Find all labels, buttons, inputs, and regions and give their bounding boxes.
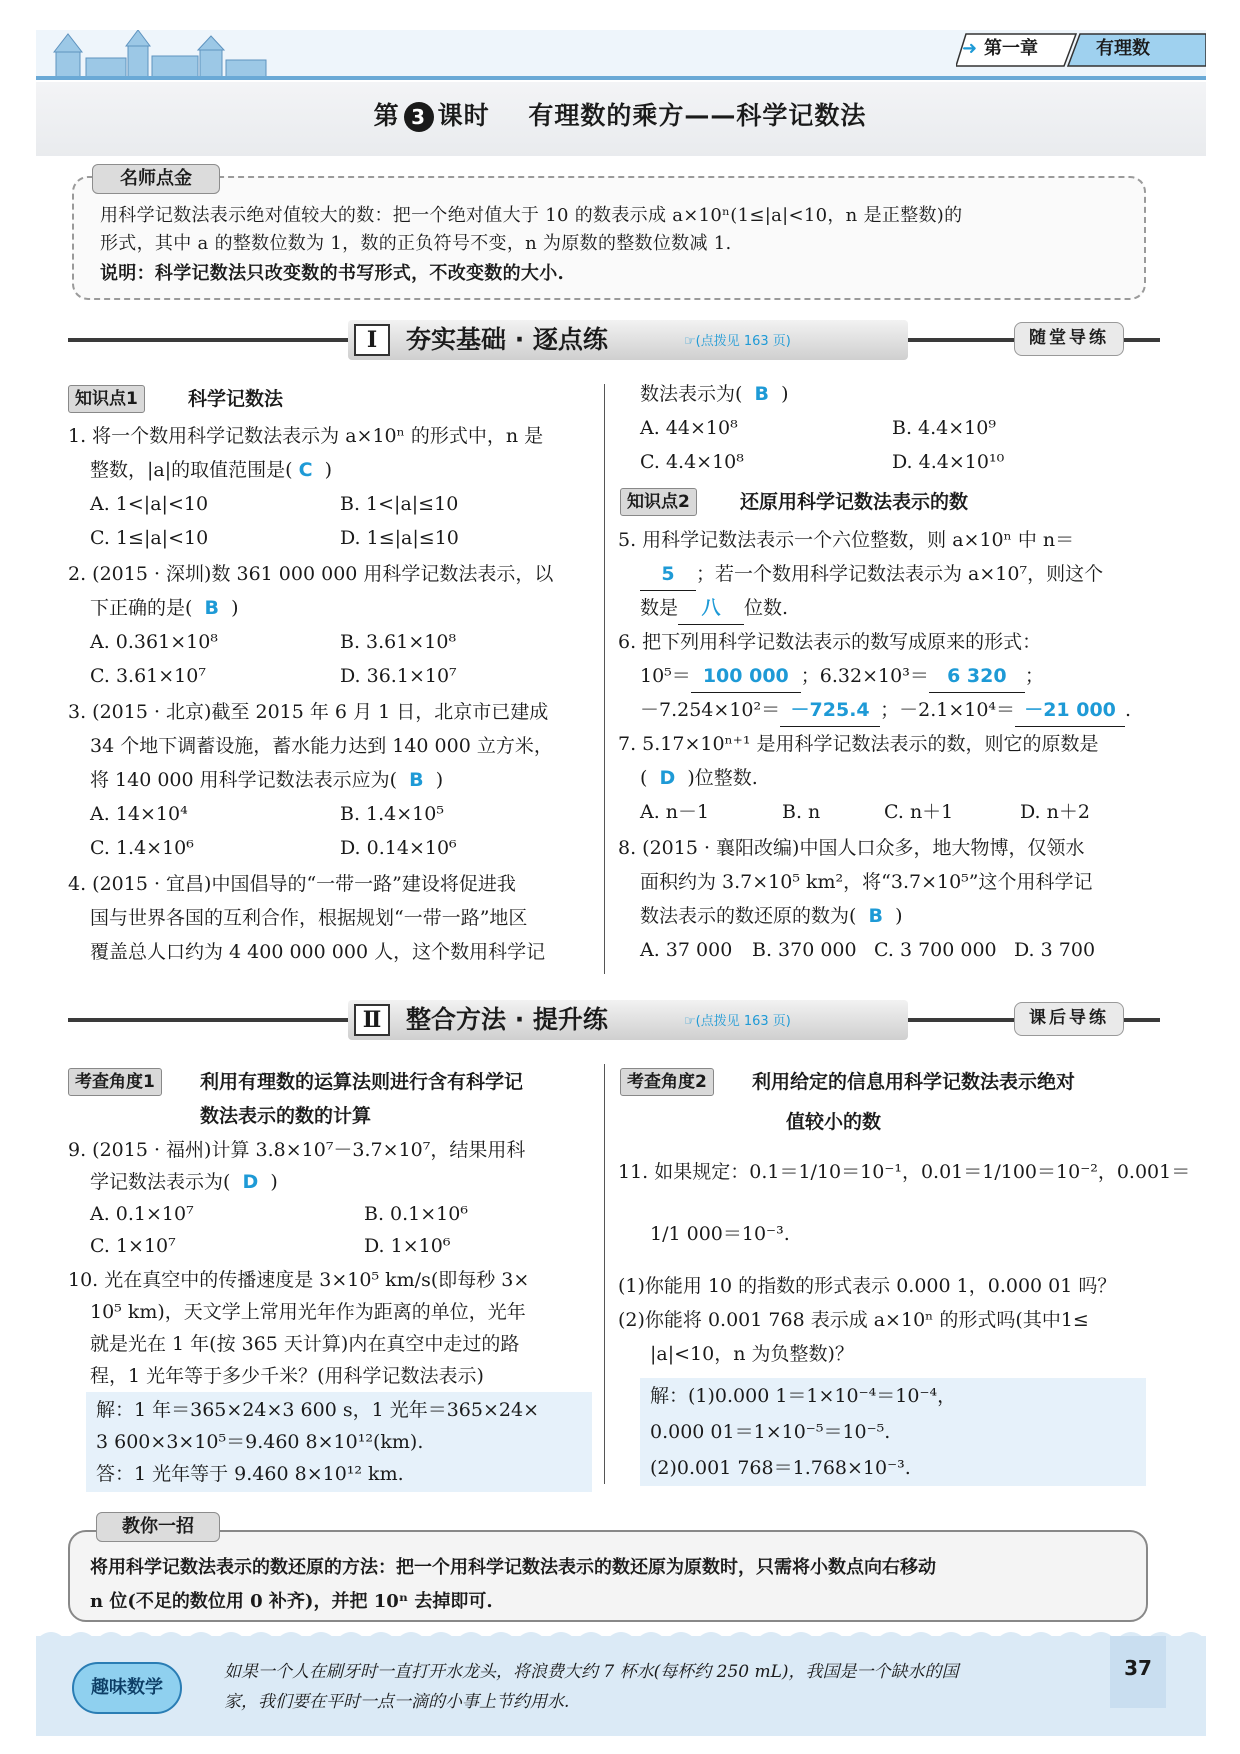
q9-line1: 9. (2015 · 福州)计算 3.8×10⁷－3.7×10⁷，结果用科 bbox=[68, 1139, 526, 1161]
teach-line2: n 位(不足的数位用 0 补齐)，并把 10ⁿ 去掉即可. bbox=[90, 1591, 493, 1612]
q11-line2: 1/1 000＝10⁻³. bbox=[650, 1223, 790, 1245]
lesson-title bbox=[0, 96, 1240, 132]
q5-line3: 数是 八 位数. bbox=[640, 592, 788, 625]
section1-title: 夯实基础 · 逐点练 bbox=[406, 325, 608, 354]
q8-option-d: D. 3 700 bbox=[1014, 939, 1096, 961]
q9-answer: D bbox=[242, 1171, 259, 1193]
q7-line1: 7. 5.17×10ⁿ⁺¹ 是用科学记数法表示的数，则它的原数是 bbox=[618, 733, 1099, 755]
chapter-indicator bbox=[956, 32, 1206, 68]
q4-answer: B bbox=[754, 383, 769, 405]
q3-option-c: C. 1.4×10⁶ bbox=[90, 837, 194, 859]
chapter-label: 第一章 bbox=[984, 38, 1038, 59]
q11-solution-line2: 0.000 01＝1×10⁻⁵＝10⁻⁵. bbox=[650, 1421, 891, 1443]
angle1-title-line1: 利用有理数的运算法则进行含有科学记 bbox=[200, 1071, 524, 1093]
q3-line3: 将 140 000 用科学记数法表示应为( B ) bbox=[90, 769, 444, 791]
q6-answer1: 100 000 bbox=[691, 660, 801, 693]
q1-option-d: D. 1≤|a|≤10 bbox=[340, 527, 459, 549]
q2-option-a: A. 0.361×10⁸ bbox=[90, 631, 218, 653]
teach-tip-label: 教你一招 bbox=[96, 1512, 220, 1542]
q1-line1: 1. 将一个数用科学记数法表示为 a×10ⁿ 的形式中，n 是 bbox=[68, 425, 544, 447]
q4-option-a: A. 44×10⁸ bbox=[640, 417, 738, 439]
q4-line4: 数法表示为( B ) bbox=[640, 383, 789, 405]
q1-answer: C bbox=[298, 459, 313, 481]
q8-option-a: A. 37 000 bbox=[640, 939, 733, 961]
q2-line1: 2. (2015 · 深圳)数 361 000 000 用科学记数法表示，以 bbox=[68, 563, 554, 585]
q10-line2: 10⁵ km)，天文学上常用光年作为距离的单位，光年 bbox=[90, 1301, 526, 1323]
q11-solution-line3: (2)0.001 768＝1.768×10⁻³. bbox=[650, 1457, 911, 1479]
section1-guide: 随堂导练 bbox=[1014, 322, 1124, 356]
q2-option-b: B. 3.61×10⁸ bbox=[340, 631, 457, 653]
q4-line2: 国与世界各国的互利合作，根据规划“一带一路”地区 bbox=[90, 907, 528, 929]
q1-option-c: C. 1≤|a|<10 bbox=[90, 527, 209, 549]
q10-line4: 程，1 光年等于多少千米？(用科学记数法表示) bbox=[90, 1365, 484, 1387]
lesson-suffix: 课时 bbox=[437, 101, 490, 130]
tip-line-1: 用科学记数法表示绝对值较大的数：把一个绝对值大于 10 的数表示成 a×10ⁿ(1≤|a|<10，n 是正整数)的 bbox=[100, 205, 963, 226]
q4-line3: 覆盖总人口约为 4 400 000 000 人，这个数用科学记 bbox=[90, 941, 546, 963]
q10-solution-line3: 答：1 光年等于 9.460 8×10¹² km. bbox=[96, 1463, 404, 1485]
q1-option-a: A. 1<|a|<10 bbox=[90, 493, 209, 515]
q11-sub2-line2: |a|<10，n 为负整数)？ bbox=[650, 1343, 854, 1365]
q11-solution-line1: 解：(1)0.000 1＝1×10⁻⁴＝10⁻⁴， bbox=[650, 1385, 957, 1407]
angle1-title-line2: 数法表示的数的计算 bbox=[200, 1105, 372, 1127]
q6-line3: －7.254×10²＝ －725.4 ；－2.1×10⁴＝ －21 000 . bbox=[640, 694, 1131, 727]
q9-option-b: B. 0.1×10⁶ bbox=[364, 1203, 468, 1225]
page-number: 37 bbox=[1124, 1656, 1152, 1680]
lesson-number: 3 bbox=[404, 102, 434, 132]
q7-option-c: C. n＋1 bbox=[884, 801, 954, 823]
q11-sub1: (1)你能用 10 的指数的形式表示 0.000 1，0.000 01 吗？ bbox=[618, 1275, 1117, 1297]
section2-title: 整合方法 · 提升练 bbox=[406, 1005, 608, 1034]
q5-line1: 5. 用科学记数法表示一个六位整数，则 a×10ⁿ 中 n＝ bbox=[618, 529, 1075, 551]
q6-line1: 6. 把下列用科学记数法表示的数写成原来的形式： bbox=[618, 631, 1042, 653]
q6-line2: 10⁵＝ 100 000 ；6.32×10³＝ 6 320 ； bbox=[640, 660, 1044, 693]
q4-option-c: C. 4.4×10⁸ bbox=[640, 451, 744, 473]
q8-line1: 8. (2015 · 襄阳改编)中国人口众多，地大物博，仅领水 bbox=[618, 837, 1085, 859]
kp1-title: 科学记数法 bbox=[188, 388, 284, 410]
q3-answer: B bbox=[409, 769, 424, 791]
lesson-topic: 有理数的乘方——科学记数法 bbox=[528, 101, 867, 130]
q2-line2: 下正确的是( B ) bbox=[90, 597, 239, 619]
q7-line2: ( D )位整数. bbox=[640, 767, 758, 789]
q8-line2: 面积约为 3.7×10⁵ km²，将“3.7×10⁵”这个用科学记 bbox=[640, 871, 1093, 893]
q5-blank2: 八 bbox=[678, 592, 744, 625]
section2-guide: 课后导练 bbox=[1014, 1002, 1124, 1036]
q4-option-b: B. 4.4×10⁹ bbox=[892, 417, 996, 439]
q7-option-a: A. n－1 bbox=[640, 801, 710, 823]
lesson-prefix: 第 bbox=[373, 101, 400, 130]
chapter-topic: 有理数 bbox=[1096, 38, 1150, 59]
section2-ref: ☞(点拨见 163 页) bbox=[684, 1014, 791, 1029]
q9-option-d: D. 1×10⁶ bbox=[364, 1235, 451, 1257]
q5-blank1: 5 bbox=[640, 558, 696, 591]
q3-option-a: A. 14×10⁴ bbox=[90, 803, 188, 825]
q3-line1: 3. (2015 · 北京)截至 2015 年 6 月 1 日，北京市已建成 bbox=[68, 701, 549, 723]
q6-answer4: －21 000 bbox=[1015, 694, 1125, 727]
q9-line2: 学记数法表示为( D ) bbox=[90, 1171, 278, 1193]
q10-line1: 10. 光在真空中的传播速度是 3×10⁵ km/s(即每秒 3× bbox=[68, 1269, 530, 1291]
q9-option-c: C. 1×10⁷ bbox=[90, 1235, 176, 1257]
angle2-tag: 考查角度2 bbox=[620, 1068, 714, 1096]
angle1-tag: 考查角度1 bbox=[68, 1068, 162, 1096]
q3-option-d: D. 0.14×10⁶ bbox=[340, 837, 457, 859]
column-divider-2 bbox=[604, 1064, 605, 1484]
kp2-title: 还原用科学记数法表示的数 bbox=[740, 491, 969, 513]
q1-line2: 整数，|a|的取值范围是( C ) bbox=[90, 459, 333, 481]
q10-solution-line2: 3 600×3×10⁵＝9.460 8×10¹²(km). bbox=[96, 1431, 424, 1453]
q6-answer2: 6 320 bbox=[929, 660, 1025, 693]
angle2-title-line2: 值较小的数 bbox=[786, 1111, 882, 1133]
column-divider-1 bbox=[604, 384, 605, 974]
q7-answer: D bbox=[659, 767, 676, 789]
q5-line2: 5 ；若一个数用科学记数法表示为 a×10⁷，则这个 bbox=[640, 558, 1103, 591]
tip-line-2: 形式，其中 a 的整数位数为 1，数的正负符号不变，n 为原数的整数位数减 1. bbox=[100, 233, 732, 254]
arrow-icon: ➜ bbox=[962, 38, 978, 59]
q1-option-b: B. 1<|a|≤10 bbox=[340, 493, 459, 515]
q2-option-c: C. 3.61×10⁷ bbox=[90, 665, 206, 687]
q8-answer: B bbox=[868, 905, 883, 927]
kp2-tag: 知识点2 bbox=[620, 488, 697, 516]
q8-option-c: C. 3 700 000 bbox=[874, 939, 997, 961]
tip-line-3: 说明：科学记数法只改变数的书写形式，不改变数的大小. bbox=[100, 263, 565, 284]
q11-line1: 11. 如果规定：0.1＝1/10＝10⁻¹，0.01＝1/100＝10⁻²，0.001＝ bbox=[618, 1161, 1191, 1183]
q9-option-a: A. 0.1×10⁷ bbox=[90, 1203, 194, 1225]
q2-option-d: D. 36.1×10⁷ bbox=[340, 665, 457, 687]
q2-answer: B bbox=[204, 597, 219, 619]
section1-roman: Ⅰ bbox=[354, 324, 390, 356]
q4-option-d: D. 4.4×10¹⁰ bbox=[892, 451, 1005, 473]
footer-line1: 如果一个人在刷牙时一直打开水龙头，将浪费大约 7 杯水(每杯约 250 mL)，我国是一个缺水的国 bbox=[224, 1662, 959, 1682]
section2-bar bbox=[68, 1000, 1160, 1040]
teacher-tip-label: 名师点金 bbox=[92, 164, 220, 194]
fun-math-badge-label: 趣味数学 bbox=[91, 1677, 163, 1698]
kp1-tag: 知识点1 bbox=[68, 385, 145, 413]
q6-answer3: －725.4 bbox=[780, 694, 880, 727]
q4-line1: 4. (2015 · 宜昌)中国倡导的“一带一路”建设将促进我 bbox=[68, 873, 516, 895]
section2-roman: Ⅱ bbox=[354, 1004, 390, 1036]
q8-option-b: B. 370 000 bbox=[752, 939, 857, 961]
q8-line3: 数法表示的数还原的数为( B ) bbox=[640, 905, 903, 927]
q7-option-d: D. n＋2 bbox=[1020, 801, 1090, 823]
q10-solution-line1: 解：1 年＝365×24×3 600 s，1 光年＝365×24× bbox=[96, 1399, 540, 1421]
section1-bar bbox=[68, 320, 1160, 360]
section1-ref: ☞(点拨见 163 页) bbox=[684, 334, 791, 349]
footer-line2: 家，我们要在平时一点一滴的小事上节约用水. bbox=[224, 1692, 570, 1712]
teach-line1: 将用科学记数法表示的数还原的方法：把一个用科学记数法表示的数还原为原数时，只需将小数点向右移动 bbox=[90, 1557, 936, 1578]
q11-sub2-line1: (2)你能将 0.001 768 表示成 a×10ⁿ 的形式吗(其中1≤ bbox=[618, 1309, 1089, 1331]
q7-option-b: B. n bbox=[782, 801, 821, 823]
q3-line2: 34 个地下调蓄设施，蓄水能力达到 140 000 立方米， bbox=[90, 735, 553, 757]
angle2-title-line1: 利用给定的信息用科学记数法表示绝对 bbox=[752, 1071, 1076, 1093]
q10-line3: 就是光在 1 年(按 365 天计算)内在真空中走过的路 bbox=[90, 1333, 520, 1355]
q3-option-b: B. 1.4×10⁵ bbox=[340, 803, 444, 825]
